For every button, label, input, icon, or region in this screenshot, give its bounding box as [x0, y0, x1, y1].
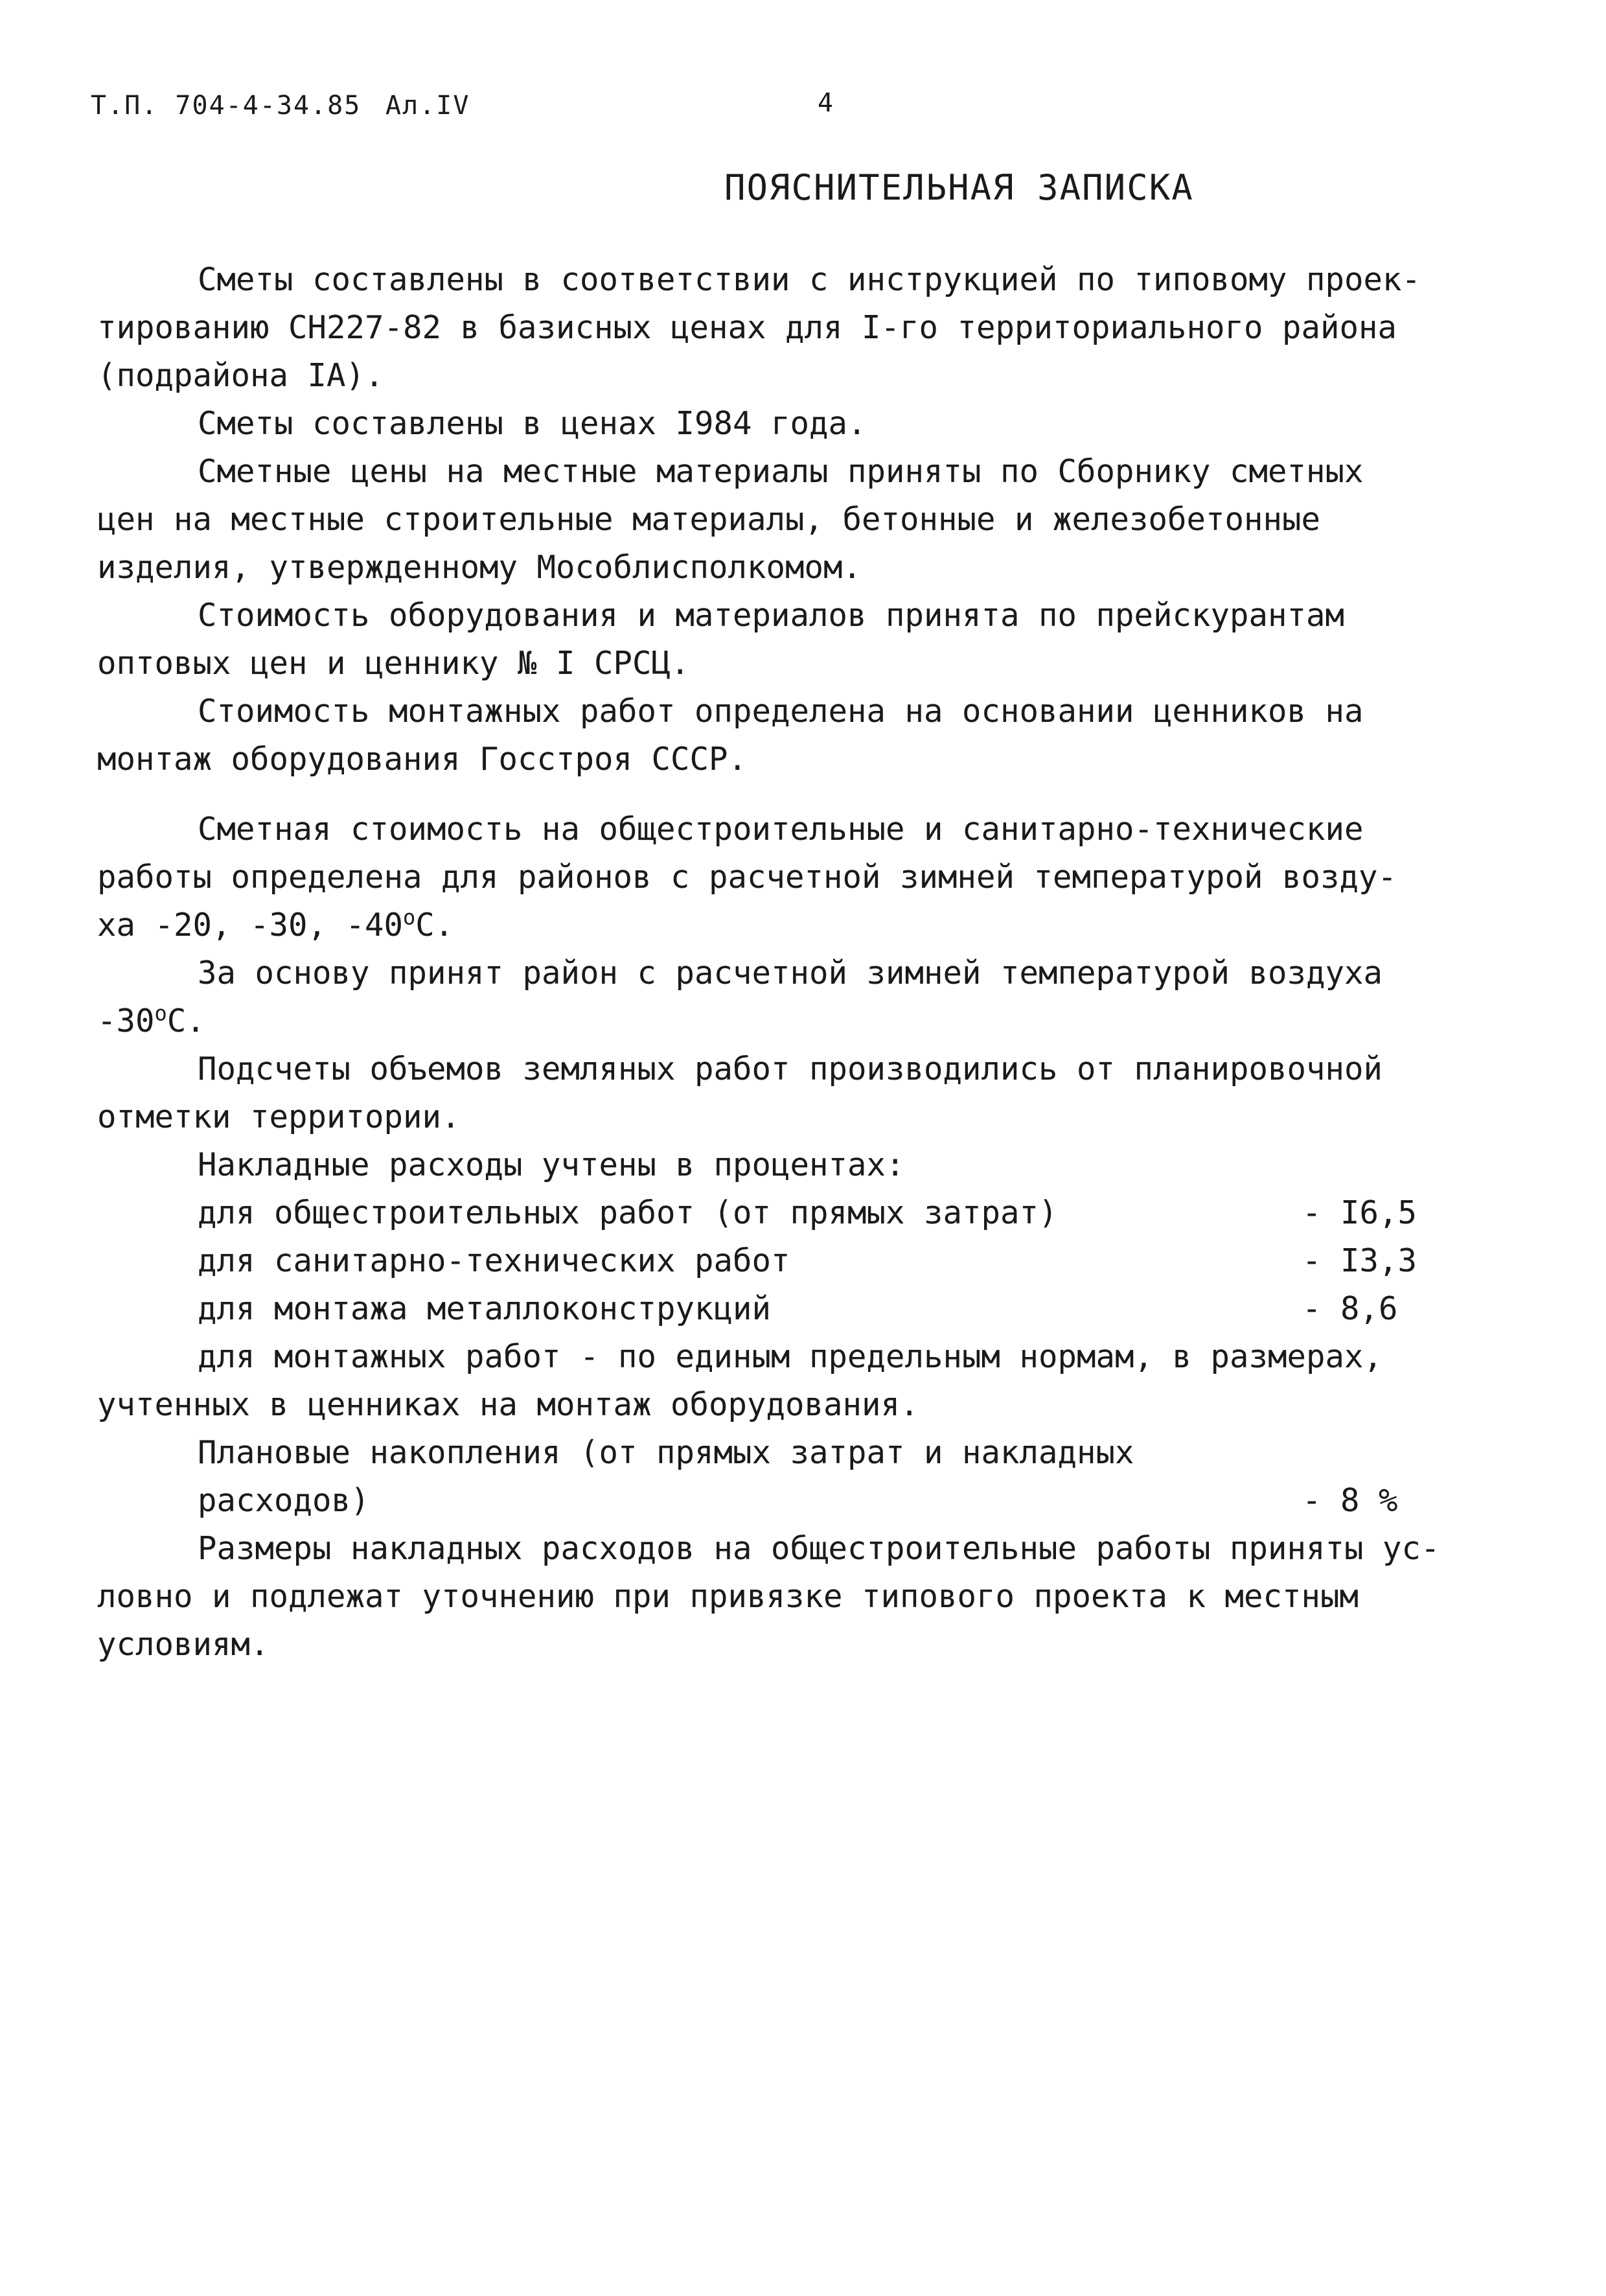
- text-line: Подсчеты объемов земляных работ производились от планировочной: [198, 1050, 1383, 1087]
- doc-code: Т.П. 704-4-34.85: [91, 91, 361, 121]
- overhead-section: [97, 1141, 1548, 1429]
- text-line: (подрайона IА).: [97, 357, 384, 394]
- paragraph: [97, 1045, 1548, 1141]
- text-line: Сметы составлены в ценах I984 года.: [198, 405, 867, 442]
- text-line: оптовых цен и ценнику № I СРСЦ.: [97, 645, 690, 682]
- overhead-value: - I3,3: [1302, 1242, 1417, 1279]
- paragraph: [97, 448, 1548, 592]
- overhead-intro: Накладные расходы учтены в процентах:: [198, 1146, 905, 1183]
- overhead-label: для санитарно-технических работ: [198, 1242, 790, 1279]
- text-line: Сметные цены на местные материалы приняты по Сборнику сметных: [198, 453, 1364, 490]
- text-line: $-30^оС$.: [97, 1001, 205, 1039]
- overhead-label: для общестроительных работ (от прямых затрат): [198, 1194, 1058, 1231]
- savings-label: расходов): [198, 1482, 370, 1519]
- text-line: Стоимость оборудования и материалов принята по прейскурантам: [198, 597, 1345, 634]
- savings-line: Плановые накопления (от прямых затрат и накладных: [198, 1434, 1134, 1471]
- overhead-row: [97, 1189, 1548, 1237]
- document-body: [97, 256, 1548, 1669]
- overhead-value: - 8,6: [1302, 1290, 1398, 1327]
- paragraph: [97, 688, 1548, 783]
- text-line: Сметная стоимость на общестроительные и санитарно-технические: [198, 811, 1364, 848]
- text-line: учтенных в ценниках на монтаж оборудования.: [97, 1386, 919, 1423]
- text-line: для монтажных работ - по единым предельным нормам, в размерах,: [198, 1338, 1383, 1375]
- paragraph: [97, 400, 1548, 448]
- text-line: ха -20, -30, $-40^оС$.: [97, 905, 454, 944]
- paragraph: [97, 592, 1548, 688]
- overhead-row: [97, 1285, 1548, 1333]
- overhead-value: - I6,5: [1302, 1194, 1417, 1231]
- text-line: За основу принят район с расчетной зимней температурой воздуха: [198, 955, 1383, 991]
- savings-section: [97, 1429, 1548, 1525]
- text-line: работы определена для районов с расчетной зимней температурой возду-: [97, 859, 1397, 896]
- page-number: 4: [818, 88, 835, 118]
- paragraph: [97, 949, 1548, 1045]
- text-line: тированию СН227-82 в базисных ценах для I-го территориального района: [97, 309, 1397, 346]
- text-line: монтаж оборудования Госстроя СССР.: [97, 741, 748, 778]
- text-line: отметки территории.: [97, 1098, 461, 1135]
- paragraph: [97, 806, 1548, 949]
- text-line: Стоимость монтажных работ определена на основании ценников на: [198, 693, 1364, 730]
- text-line: ловно и подлежат уточнению при привязке типового проекта к местным: [97, 1578, 1359, 1615]
- overhead-row: [97, 1237, 1548, 1285]
- text-line: цен на местные строительные материалы, бетонные и железобетонные: [97, 501, 1321, 538]
- page-title: ПОЯСНИТЕЛЬНАЯ ЗАПИСКА: [724, 167, 1194, 208]
- savings-value: - 8 %: [1302, 1482, 1398, 1519]
- savings-row: [97, 1477, 1548, 1525]
- closing-paragraph: [97, 1525, 1548, 1669]
- overhead-label: для монтажа металлоконструкций: [198, 1290, 772, 1327]
- text-line: Сметы составлены в соответствии с инструкцией по типовому проек-: [198, 261, 1421, 298]
- text-line: Размеры накладных расходов на общестроительные работы приняты ус-: [198, 1530, 1440, 1567]
- album-number: Ал.IV: [385, 91, 470, 121]
- paragraph: [97, 256, 1548, 400]
- text-line: условиям.: [97, 1626, 270, 1663]
- text-line: изделия, утвержденному Мособлисполкомом.: [97, 549, 862, 586]
